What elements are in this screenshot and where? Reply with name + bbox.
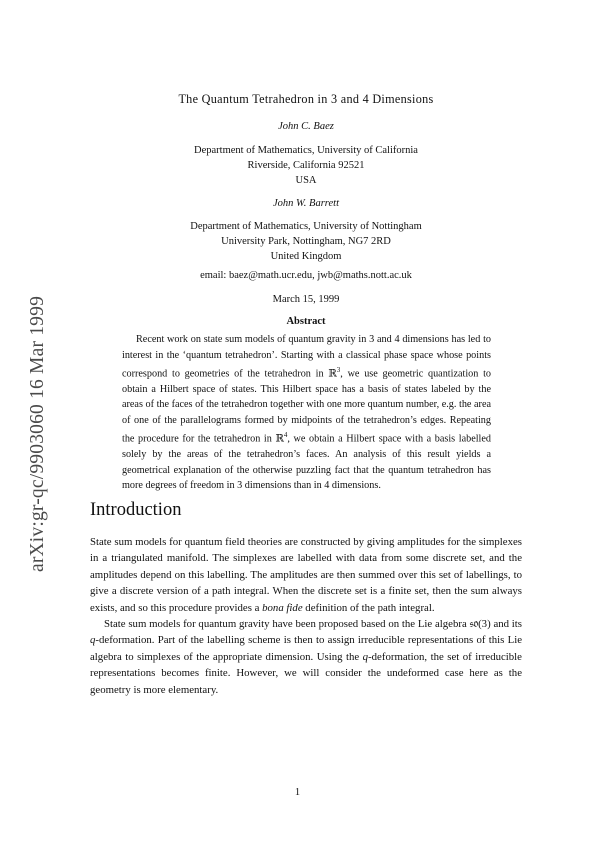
math-q: q [362,650,369,663]
math-exponent: 3 [336,366,341,374]
affiliation-line: Department of Mathematics, University of Nottingham [190,221,422,232]
paragraph [90,534,522,616]
abstract-text [122,332,491,494]
paper-title: The Quantum Tetrahedron in 3 and 4 Dimensions [178,92,434,106]
abstract-part: , we obtain a Hilbert space with a basis labelled solely by the areas of the tetrahedron’s faces. An analysis of this result yields a geometrical explanation of the otherwise puzzling fact that the quantum tetrahedron has more degrees of freedom in 3 dimensions than in 4 dimensions. [122,433,491,492]
text-run: and its [490,618,522,631]
text-run: State sum models for quantum gravity have been proposed based on the Lie algebra [104,618,470,631]
affiliation-line: United Kingdom [270,251,342,262]
emphasis: bona fide [262,601,303,614]
author-1-affiliation [90,143,522,188]
math-exponent: 4 [283,431,288,440]
email-line: email: baez@math.ucr.edu, jwb@maths.nott.ac.uk [200,270,412,281]
paragraph [90,616,522,698]
affiliation-line: Department of Mathematics, University of California [194,145,418,156]
affiliation-line: Riverside, California 92521 [247,160,365,171]
author-2-affiliation [90,219,522,264]
page-number: 1 [294,787,301,798]
math-q: q [90,634,96,647]
abstract-part: , we use geometric quantization to obtain a Hilbert space of states. This Hilbert space has a basis of states labeled by the areas of the faces of the tetrahedron together with one more quantum number, e.g. the area of one of the parallelograms formed by midpoints of the tetrahedron’s edges. Repeating the procedure for the tetrahedron in [122,368,492,445]
text-run: definition of the path integral. [302,601,435,614]
affiliation-line: USA [295,175,317,186]
section-heading-introduction: Introduction [90,500,182,520]
introduction-body [90,534,522,698]
text-run: State sum models for quantum field theories are constructed by giving amplitudes for the simplexes in a triangulated manifold. The simplexes are labelled with data from some discrete set, and the amplitudes depend on this labelling. The amplitudes are then summed over this set of labellings, to give a discrete version of a path integral. When the discrete set is a finite set, then the sum always exists, and so this procedure provides a [90,536,522,614]
math-r: ℝ [328,368,337,380]
date-line: March 15, 1999 [272,294,340,305]
math-r: ℝ [275,433,284,445]
author-1-name: John C. Baez [278,121,334,132]
affiliation-line: University Park, Nottingham, NG7 2RD [221,236,391,247]
author-2-name: John W. Barrett [272,198,339,209]
math-so3: 𝔰𝔬(3) [469,618,491,631]
text-run: -deformation. Part of the labelling scheme is then to assign irreducible representations of this Lie algebra to simplexes of the appropriate dimension. Using the [90,634,522,663]
abstract-heading: Abstract [286,316,326,327]
text-run: -deformation, the set of irreducible representations becomes finite. However, we will consider the undeformed case here as the geometry is more elementary. [90,650,522,696]
abstract-part: Recent work on state sum models of quantum gravity in 3 and 4 dimensions has led to interest in the ‘quantum tetrahedron’. Starting with a classical phase space whose points correspond to geometries of the tetrahedron in [122,334,491,380]
arxiv-stamp: arXiv:gr-qc/9903060 16 Mar 1999 [27,295,48,573]
